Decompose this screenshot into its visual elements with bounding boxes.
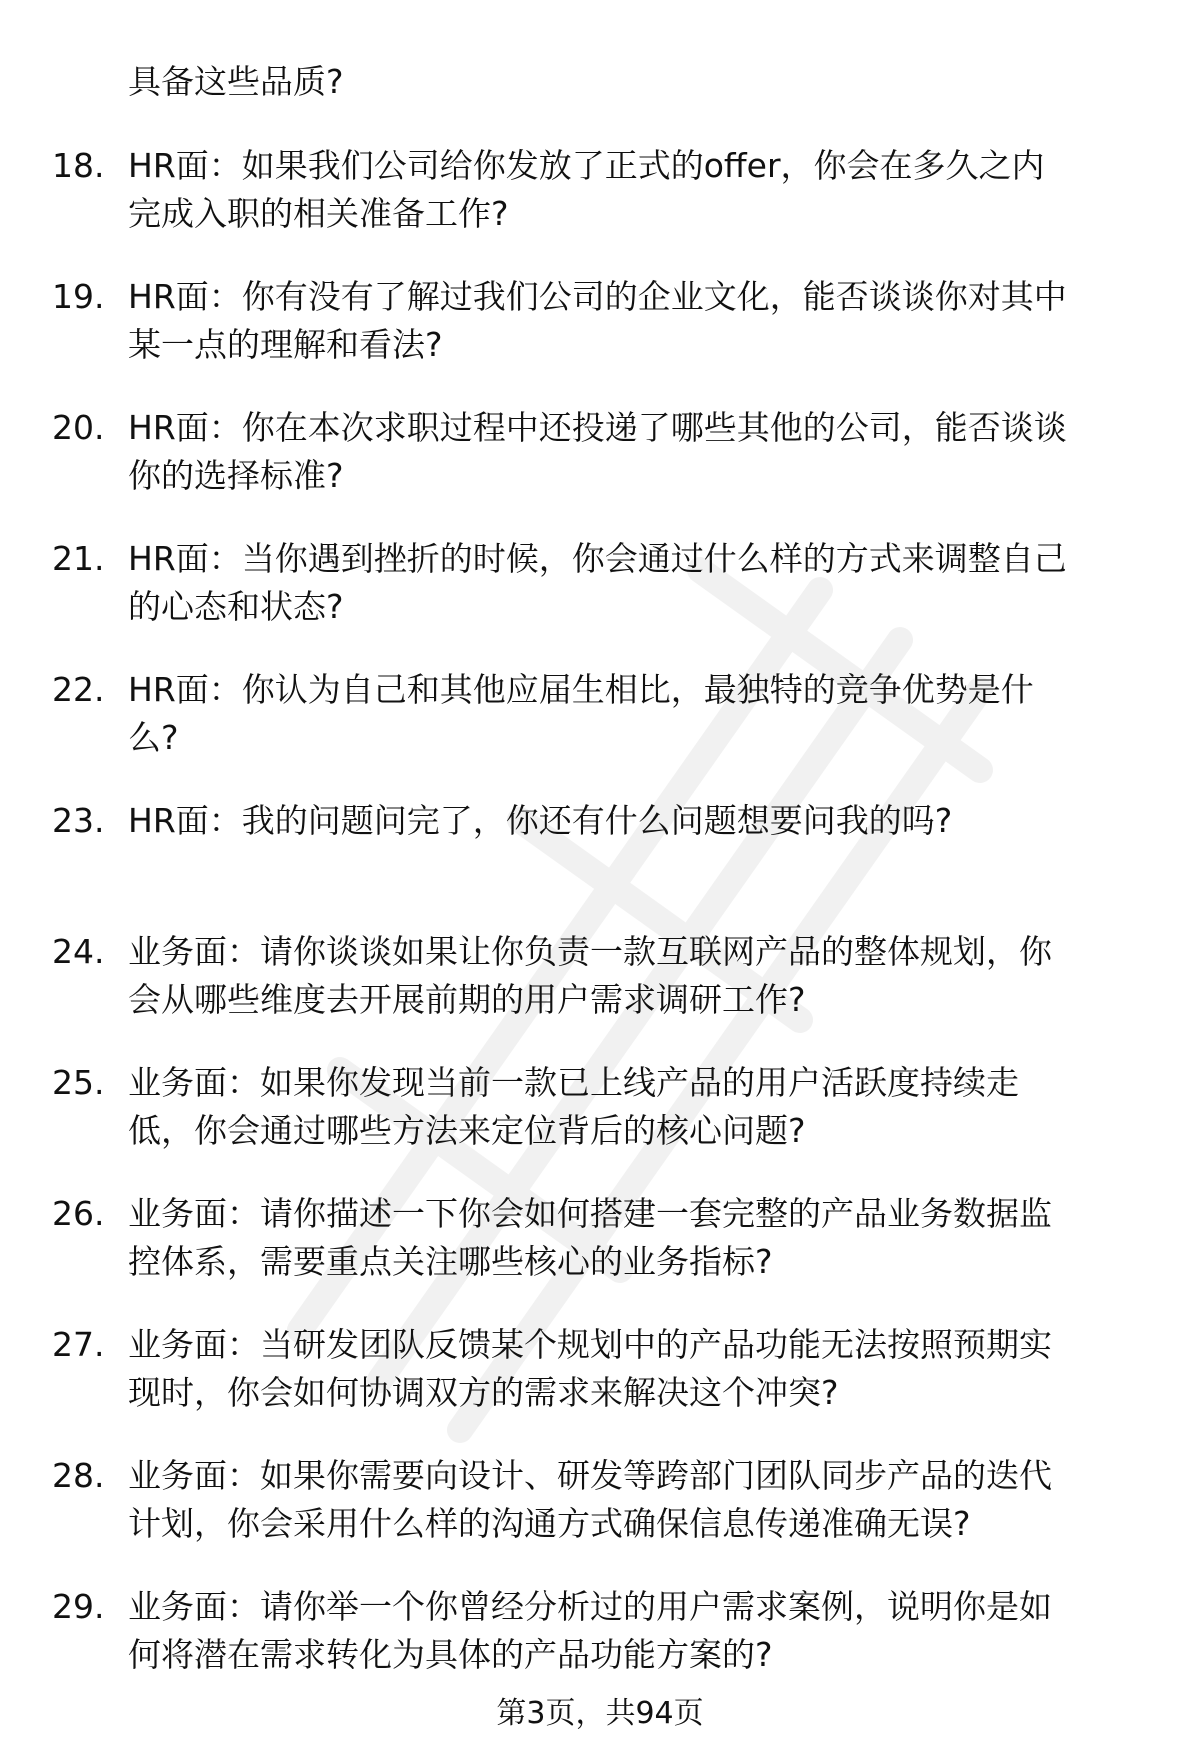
- question-line: HR面：如果我们公司给你发放了正式的offer，你会在多久之内: [128, 146, 1045, 185]
- question-line: 业务面：如果你发现当前一款已上线产品的用户活跃度持续走: [128, 1063, 1019, 1102]
- question-text: [128, 1583, 1162, 1679]
- question-item: [52, 928, 1162, 1059]
- question-line: 的心态和状态?: [128, 587, 344, 626]
- question-item: [52, 1452, 1162, 1583]
- question-number: 24.: [52, 932, 105, 971]
- question-line: 何将潜在需求转化为具体的产品功能方案的?: [128, 1635, 773, 1674]
- question-line: 业务面：请你描述一下你会如何搭建一套完整的产品业务数据监: [128, 1194, 1052, 1233]
- question-text: [128, 666, 1162, 762]
- question-line: 计划，你会采用什么样的沟通方式确保信息传递准确无误?: [128, 1504, 971, 1543]
- question-text: [128, 1321, 1162, 1417]
- question-list: [52, 142, 1162, 1714]
- question-number: 20.: [52, 408, 105, 447]
- question-line: 会从哪些维度去开展前期的用户需求调研工作?: [128, 980, 806, 1019]
- question-text: [128, 404, 1162, 500]
- question-line: HR面：你在本次求职过程中还投递了哪些其他的公司，能否谈谈: [128, 408, 1067, 447]
- question-line: 低，你会通过哪些方法来定位背后的核心问题?: [128, 1111, 806, 1150]
- question-number: 22.: [52, 670, 105, 709]
- question-text: [128, 142, 1162, 238]
- question-line: 业务面：请你举一个你曾经分析过的用户需求案例，说明你是如: [128, 1587, 1052, 1626]
- question-item: [52, 797, 1162, 928]
- question-number: 28.: [52, 1456, 105, 1495]
- page-footer: 第3页，共94页: [496, 1696, 704, 1731]
- question-item: [52, 1059, 1162, 1190]
- question-item: [52, 404, 1162, 535]
- question-item: [52, 1321, 1162, 1452]
- question-number: 23.: [52, 801, 105, 840]
- continuation-text: 具备这些品质?: [128, 62, 344, 101]
- question-text: [128, 928, 1162, 1024]
- question-number: 29.: [52, 1587, 105, 1626]
- question-number: 25.: [52, 1063, 105, 1102]
- question-line: 某一点的理解和看法?: [128, 325, 443, 364]
- question-line: 控体系，需要重点关注哪些核心的业务指标?: [128, 1242, 773, 1281]
- question-number: 27.: [52, 1325, 105, 1364]
- question-number: 19.: [52, 277, 105, 316]
- question-text: [128, 1190, 1162, 1286]
- question-item: [52, 535, 1162, 666]
- question-item: [52, 666, 1162, 797]
- question-line: 业务面：如果你需要向设计、研发等跨部门团队同步产品的迭代: [128, 1456, 1052, 1495]
- question-line: HR面：你有没有了解过我们公司的企业文化，能否谈谈你对其中: [128, 277, 1067, 316]
- question-text: [128, 273, 1162, 369]
- question-number: 26.: [52, 1194, 105, 1233]
- question-line: 业务面：当研发团队反馈某个规划中的产品功能无法按照预期实: [128, 1325, 1052, 1364]
- question-number: 18.: [52, 146, 105, 185]
- question-line: HR面：当你遇到挫折的时候，你会通过什么样的方式来调整自己: [128, 539, 1067, 578]
- question-text: [128, 797, 1162, 845]
- question-text: [128, 535, 1162, 631]
- question-line: HR面：你认为自己和其他应届生相比，最独特的竞争优势是什: [128, 670, 1034, 709]
- question-item: [52, 273, 1162, 404]
- question-item: [52, 142, 1162, 273]
- question-line: 你的选择标准?: [128, 456, 344, 495]
- question-line: HR面：我的问题问完了，你还有什么问题想要问我的吗?: [128, 801, 953, 840]
- question-line: 完成入职的相关准备工作?: [128, 194, 509, 233]
- question-text: [128, 1059, 1162, 1155]
- question-line: 业务面：请你谈谈如果让你负责一款互联网产品的整体规划，你: [128, 932, 1052, 971]
- question-text: [128, 1452, 1162, 1548]
- question-item: [52, 1190, 1162, 1321]
- question-number: 21.: [52, 539, 105, 578]
- question-line: 么?: [128, 718, 179, 757]
- question-line: 现时，你会如何协调双方的需求来解决这个冲突?: [128, 1373, 839, 1412]
